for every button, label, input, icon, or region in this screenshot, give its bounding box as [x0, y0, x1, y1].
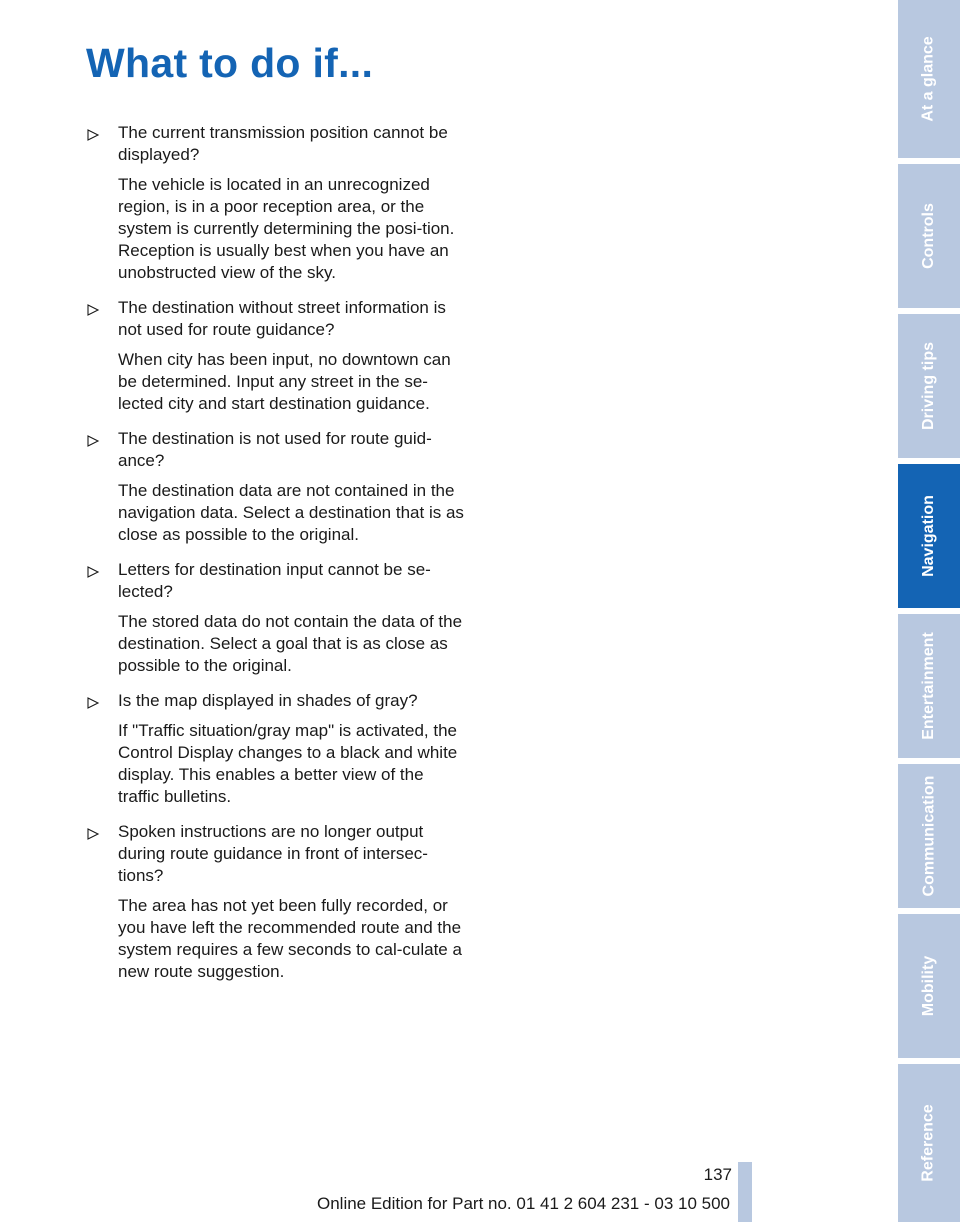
tab-entertainment[interactable]	[898, 614, 960, 758]
chapter-sidebar	[898, 0, 960, 1222]
tab-at-a-glance[interactable]	[898, 0, 960, 158]
page-number: 137	[703, 1165, 732, 1184]
tab-mobility[interactable]	[898, 914, 960, 1058]
triangle-right-outline-icon	[86, 434, 100, 448]
faq-question: The current transmission position cannot be displayed?	[118, 123, 448, 164]
faq-question: Is the map displayed in shades of gray?	[118, 691, 418, 710]
triangle-right-outline-icon	[86, 696, 100, 710]
faq-item	[86, 821, 466, 983]
faq-answer: The stored data do not contain the data of the destination. Select a goal that is as close as possible to the original.	[118, 612, 463, 675]
tab-label: Entertainment	[920, 632, 938, 740]
tab-label: Driving tips	[920, 341, 938, 431]
tab-label: Navigation	[920, 495, 938, 577]
faq-item	[86, 297, 466, 415]
tab-label: Controls	[920, 203, 937, 269]
tab-label: Reference	[920, 1104, 937, 1182]
faq-question: The destination is not used for route guid-ance?	[118, 429, 432, 470]
triangle-right-outline-icon	[86, 303, 100, 317]
tab-reference[interactable]	[898, 1064, 960, 1222]
footer-bar	[738, 1162, 752, 1222]
tab-communication[interactable]	[898, 764, 960, 908]
footer-edition-text: Online Edition for Part no. 01 41 2 604 231 - 03 10 500	[316, 1194, 730, 1213]
faq-item	[86, 559, 466, 677]
faq-answer: The destination data are not contained in the navigation data. Select a destination that is as close as possible to the original.	[118, 481, 464, 544]
faq-list	[86, 122, 466, 996]
faq-answer: When city has been input, no downtown can be determined. Input any street in the se-lected city and start destination guidance.	[118, 350, 451, 413]
faq-answer: The area has not yet been fully recorded, or you have left the recommended route and the system requires a few seconds to cal-culate a new route suggestion.	[118, 896, 462, 981]
faq-answer: The vehicle is located in an unrecognized region, is in a poor reception area, or the system is currently determining the posi-tion. Reception is usually best when you have an unobstructed view of the sky.	[118, 175, 455, 282]
faq-question: Letters for destination input cannot be se-lected?	[118, 560, 431, 601]
tab-driving-tips[interactable]	[898, 314, 960, 458]
tab-navigation[interactable]	[898, 464, 960, 608]
faq-question: The destination without street information is not used for route guidance?	[118, 298, 446, 339]
tab-label: Communication	[920, 775, 938, 897]
tab-controls[interactable]	[898, 164, 960, 308]
triangle-right-outline-icon	[86, 565, 100, 579]
faq-question: Spoken instructions are no longer output during route guidance in front of intersec-tions?	[118, 822, 428, 885]
faq-answer: If "Traffic situation/gray map" is activated, the Control Display changes to a black and white display. This enables a better view of the traffic bulletins.	[118, 721, 458, 806]
triangle-right-outline-icon	[86, 827, 100, 841]
faq-item	[86, 690, 466, 808]
faq-item	[86, 428, 466, 546]
page-title: What to do if...	[86, 40, 374, 86]
triangle-right-outline-icon	[86, 128, 100, 142]
faq-item	[86, 122, 466, 284]
tab-label: Mobility	[920, 955, 937, 1017]
tab-label: At a glance	[920, 36, 938, 122]
